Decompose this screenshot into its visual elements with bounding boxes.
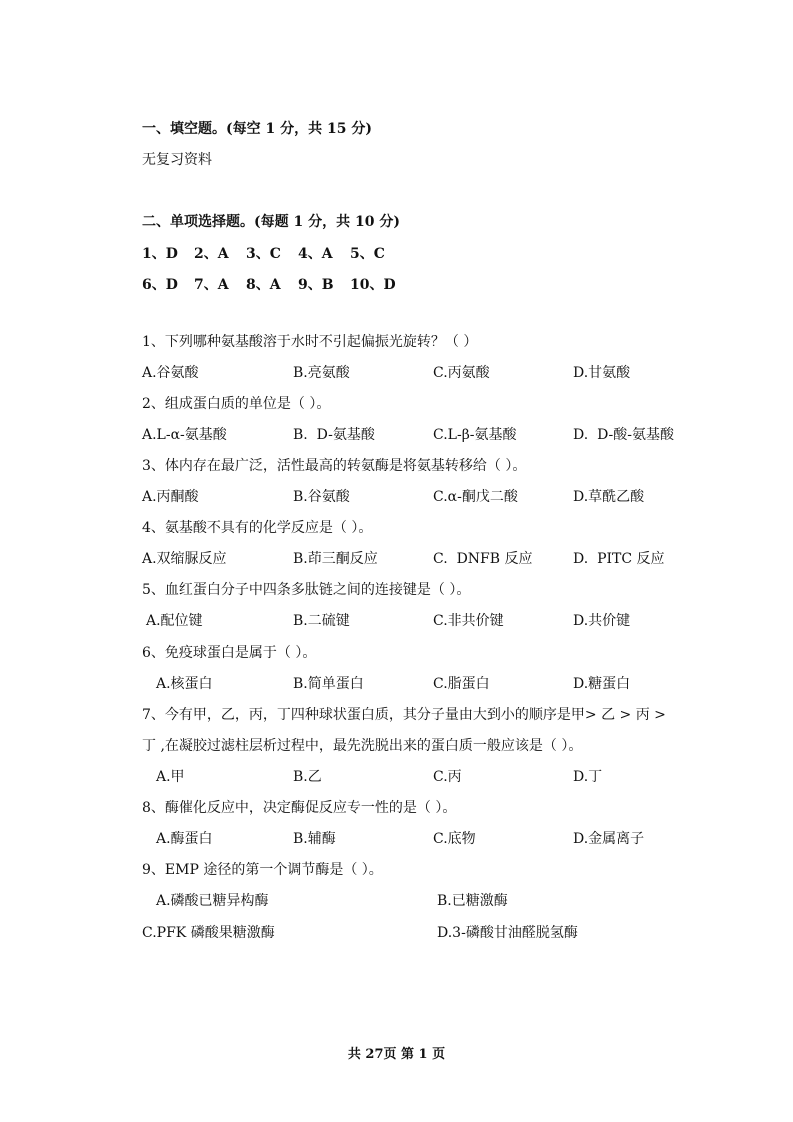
option: C.非共价键 (433, 613, 504, 629)
option: D.3-磷酸甘油醛脱氢酶 (437, 925, 578, 941)
option: C.α-酮戊二酸 (433, 489, 518, 505)
option: A.谷氨酸 (142, 365, 199, 381)
option: C.脂蛋白 (433, 676, 490, 692)
option: B.亮氨酸 (293, 365, 350, 381)
section1-content: 无复习资料 (142, 152, 212, 168)
answer: 10、D (350, 277, 396, 293)
option: D. D-酸-氨基酸 (573, 427, 675, 443)
option: B.辅酶 (293, 831, 336, 847)
option: C.丙氨酸 (433, 365, 490, 381)
option: B.简单蛋白 (293, 676, 364, 692)
answer: 7、A (194, 277, 229, 293)
question-text: 3、体内存在最广泛，活性最高的转氨酶是将氨基转移给（ ）。 (142, 458, 527, 474)
question-text: 8、酶催化反应中，决定酶促反应专一性的是（ ）。 (142, 800, 457, 816)
option: B.已糖激酶 (437, 893, 508, 909)
question-text: 4、氨基酸不具有的化学反应是（ ）。 (142, 520, 373, 536)
option: C.丙 (433, 769, 462, 785)
option: A.核蛋白 (156, 676, 213, 692)
answer: 6、D (142, 277, 178, 293)
option: C. DNFB 反应 (433, 551, 533, 567)
option: A.酶蛋白 (156, 831, 213, 847)
option: A.丙酮酸 (142, 489, 199, 505)
option: A.磷酸已糖异构酶 (156, 893, 269, 909)
option: B.乙 (293, 769, 322, 785)
answer: 8、A (246, 277, 281, 293)
question-text: 2、组成蛋白质的单位是（ ）。 (142, 396, 331, 412)
option: B. D-氨基酸 (293, 427, 375, 443)
answer: 1、D (142, 246, 178, 262)
option: C.底物 (433, 831, 476, 847)
option: A.L-α-氨基酸 (142, 427, 227, 443)
question-text: 丁 ,在凝胶过滤柱层析过程中，最先洗脱出来的蛋白质一般应该是（ ）。 (142, 738, 583, 754)
option: D.草酰乙酸 (573, 489, 645, 505)
option: B.茚三酮反应 (293, 551, 378, 567)
question-text: 1、下列哪种氨基酸溶于水时不引起偏振光旋转？（ ） (142, 334, 478, 350)
question-text: 7、今有甲，乙，丙，丁四种球状蛋白质，其分子量由大到小的顺序是甲> 乙 > 丙 > (142, 707, 666, 723)
answer: 3、C (246, 246, 281, 262)
answer: 2、A (194, 246, 229, 262)
option: D.金属离子 (573, 831, 645, 847)
option: A.双缩脲反应 (142, 551, 227, 567)
option: B.二硫键 (293, 613, 350, 629)
option: D.共价键 (573, 613, 631, 629)
question-text: 9、EMP 途径的第一个调节酶是（ ）。 (142, 862, 383, 878)
option: D. PITC 反应 (573, 551, 665, 567)
option: A.配位键 (146, 613, 203, 629)
answer: 4、A (298, 246, 333, 262)
option: C.L-β-氨基酸 (433, 427, 517, 443)
option: A.甲 (156, 769, 185, 785)
question-text: 5、血红蛋白分子中四条多肽链之间的连接键是（ ）。 (142, 582, 471, 598)
option: C.PFK 磷酸果糖激酶 (142, 925, 275, 941)
option: D.糖蛋白 (573, 676, 631, 692)
answer: 5、C (350, 246, 385, 262)
option: B.谷氨酸 (293, 489, 350, 505)
option: D.甘氨酸 (573, 365, 631, 381)
section2-title: 二、单项选择题。(每题 1 分，共 10 分) (142, 214, 400, 230)
question-text: 6、免疫球蛋白是属于（ ）。 (142, 645, 317, 661)
section1-title: 一、填空题。(每空 1 分，共 15 分) (142, 121, 372, 137)
answer: 9、B (298, 277, 334, 293)
page-footer: 共 27页 第 1 页 (347, 1047, 446, 1062)
option: D.丁 (573, 769, 603, 785)
